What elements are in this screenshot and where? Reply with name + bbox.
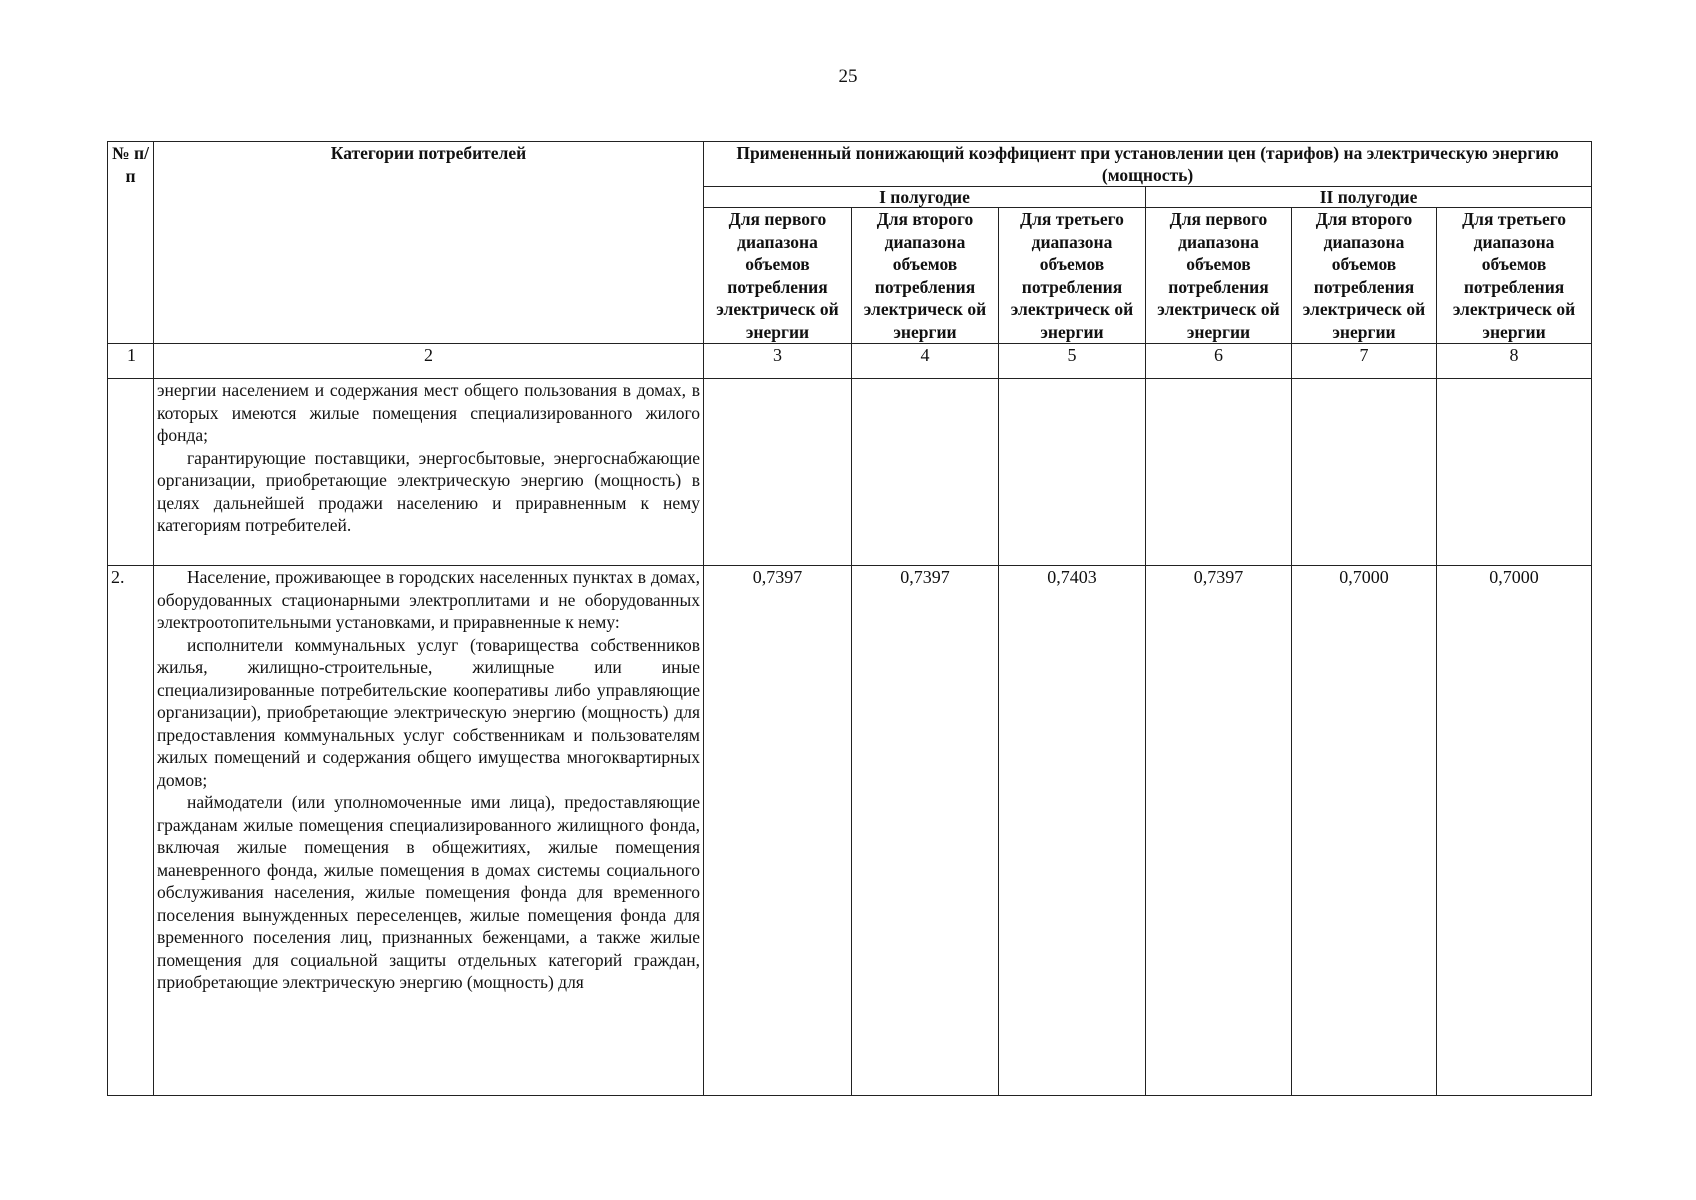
coefficients-table bbox=[107, 141, 1592, 1096]
column-number: 7 bbox=[1292, 344, 1437, 379]
coefficient-value bbox=[1292, 379, 1437, 566]
column-number: 4 bbox=[852, 344, 999, 379]
header-number: № п/ п bbox=[108, 142, 154, 344]
column-number: 6 bbox=[1146, 344, 1292, 379]
coefficient-value bbox=[1437, 379, 1592, 566]
header-range-6: Для третьего диапазона объемов потребления электрическ ой энергии bbox=[1437, 208, 1592, 344]
coefficient-value: 0,7397 bbox=[852, 566, 999, 1096]
coefficient-value bbox=[999, 379, 1146, 566]
coefficient-value: 0,7000 bbox=[1292, 566, 1437, 1096]
table-row bbox=[108, 379, 1592, 566]
header-row-1 bbox=[108, 142, 1592, 187]
category-paragraph: Население, проживающее в городских населенных пунктах в домах, оборудованных стационарными электроплитами и не оборудованных электроотопительными установками, и приравненные к нему: bbox=[157, 567, 700, 632]
coefficient-value: 0,7397 bbox=[704, 566, 852, 1096]
coefficient-value bbox=[704, 379, 852, 566]
category-paragraph: исполнители коммунальных услуг (товарищества собственников жилья, жилищно-строительные, жилищные или иные специализированные потребительские кооперативы либо управляющие организации), приобретающие электрическую энергию (мощность) для предоставления коммунальных услуг собственникам и пользователям жилых помещений и содержания общего имущества многоквартирных домов; bbox=[157, 634, 700, 790]
header-range-5: Для второго диапазона объемов потребления электрическ ой энергии bbox=[1292, 208, 1437, 344]
category-paragraph: наймодатели (или уполномоченные ими лица), предоставляющие гражданам жилые помещения специализированного жилищного фонда, включая жилые помещения в общежитиях, жилые помещения маневренного фонда, жилые помещения в домах системы социального обслуживания населения, жилые помещения фонда для временного поселения вынужденных переселенцев, жилые помещения фонда для временного поселения лиц, признанных беженцами, а также жилые помещения для социальной защиты отдельных категорий граждан, приобретающие электрическую энергию (мощность) для bbox=[157, 792, 700, 992]
coefficient-value bbox=[1146, 379, 1292, 566]
column-number: 5 bbox=[999, 344, 1146, 379]
header-coefficient-title: Примененный понижающий коэффициент при установлении цен (тарифов) на электрическую энергию (мощность) bbox=[704, 142, 1592, 187]
column-number: 8 bbox=[1437, 344, 1592, 379]
column-number: 1 bbox=[108, 344, 154, 379]
row-number: 2. bbox=[108, 566, 154, 1096]
coefficient-value: 0,7403 bbox=[999, 566, 1146, 1096]
category-cell bbox=[154, 566, 704, 1096]
category-paragraph: энергии населением и содержания мест общего пользования в домах, в которых имеются жилые помещения специализированного жилого фонда; bbox=[157, 380, 700, 445]
column-number: 3 bbox=[704, 344, 852, 379]
coefficient-value: 0,7397 bbox=[1146, 566, 1292, 1096]
coefficient-value: 0,7000 bbox=[1437, 566, 1592, 1096]
header-half-1: I полугодие bbox=[704, 187, 1146, 208]
category-paragraph: гарантирующие поставщики, энергосбытовые, энергоснабжающие организации, приобретающие электрическую энергию (мощность) в целях дальнейшей продажи населению и приравненным к нему категориям потребителей. bbox=[157, 447, 700, 535]
header-range-3: Для третьего диапазона объемов потребления электрическ ой энергии bbox=[999, 208, 1146, 344]
header-range-2: Для второго диапазона объемов потребления электрическ ой энергии bbox=[852, 208, 999, 344]
row-number bbox=[108, 379, 154, 566]
header-half-2: II полугодие bbox=[1146, 187, 1592, 208]
table-row bbox=[108, 566, 1592, 1096]
header-range-1: Для первого диапазона объемов потребления электрическ ой энергии bbox=[704, 208, 852, 344]
page-number: 25 bbox=[838, 66, 858, 87]
coefficient-value bbox=[852, 379, 999, 566]
header-range-4: Для первого диапазона объемов потребления электрическ ой энергии bbox=[1146, 208, 1292, 344]
column-numbers-row bbox=[108, 344, 1592, 379]
category-cell bbox=[154, 379, 704, 566]
column-number: 2 bbox=[154, 344, 704, 379]
header-category: Категории потребителей bbox=[154, 142, 704, 344]
